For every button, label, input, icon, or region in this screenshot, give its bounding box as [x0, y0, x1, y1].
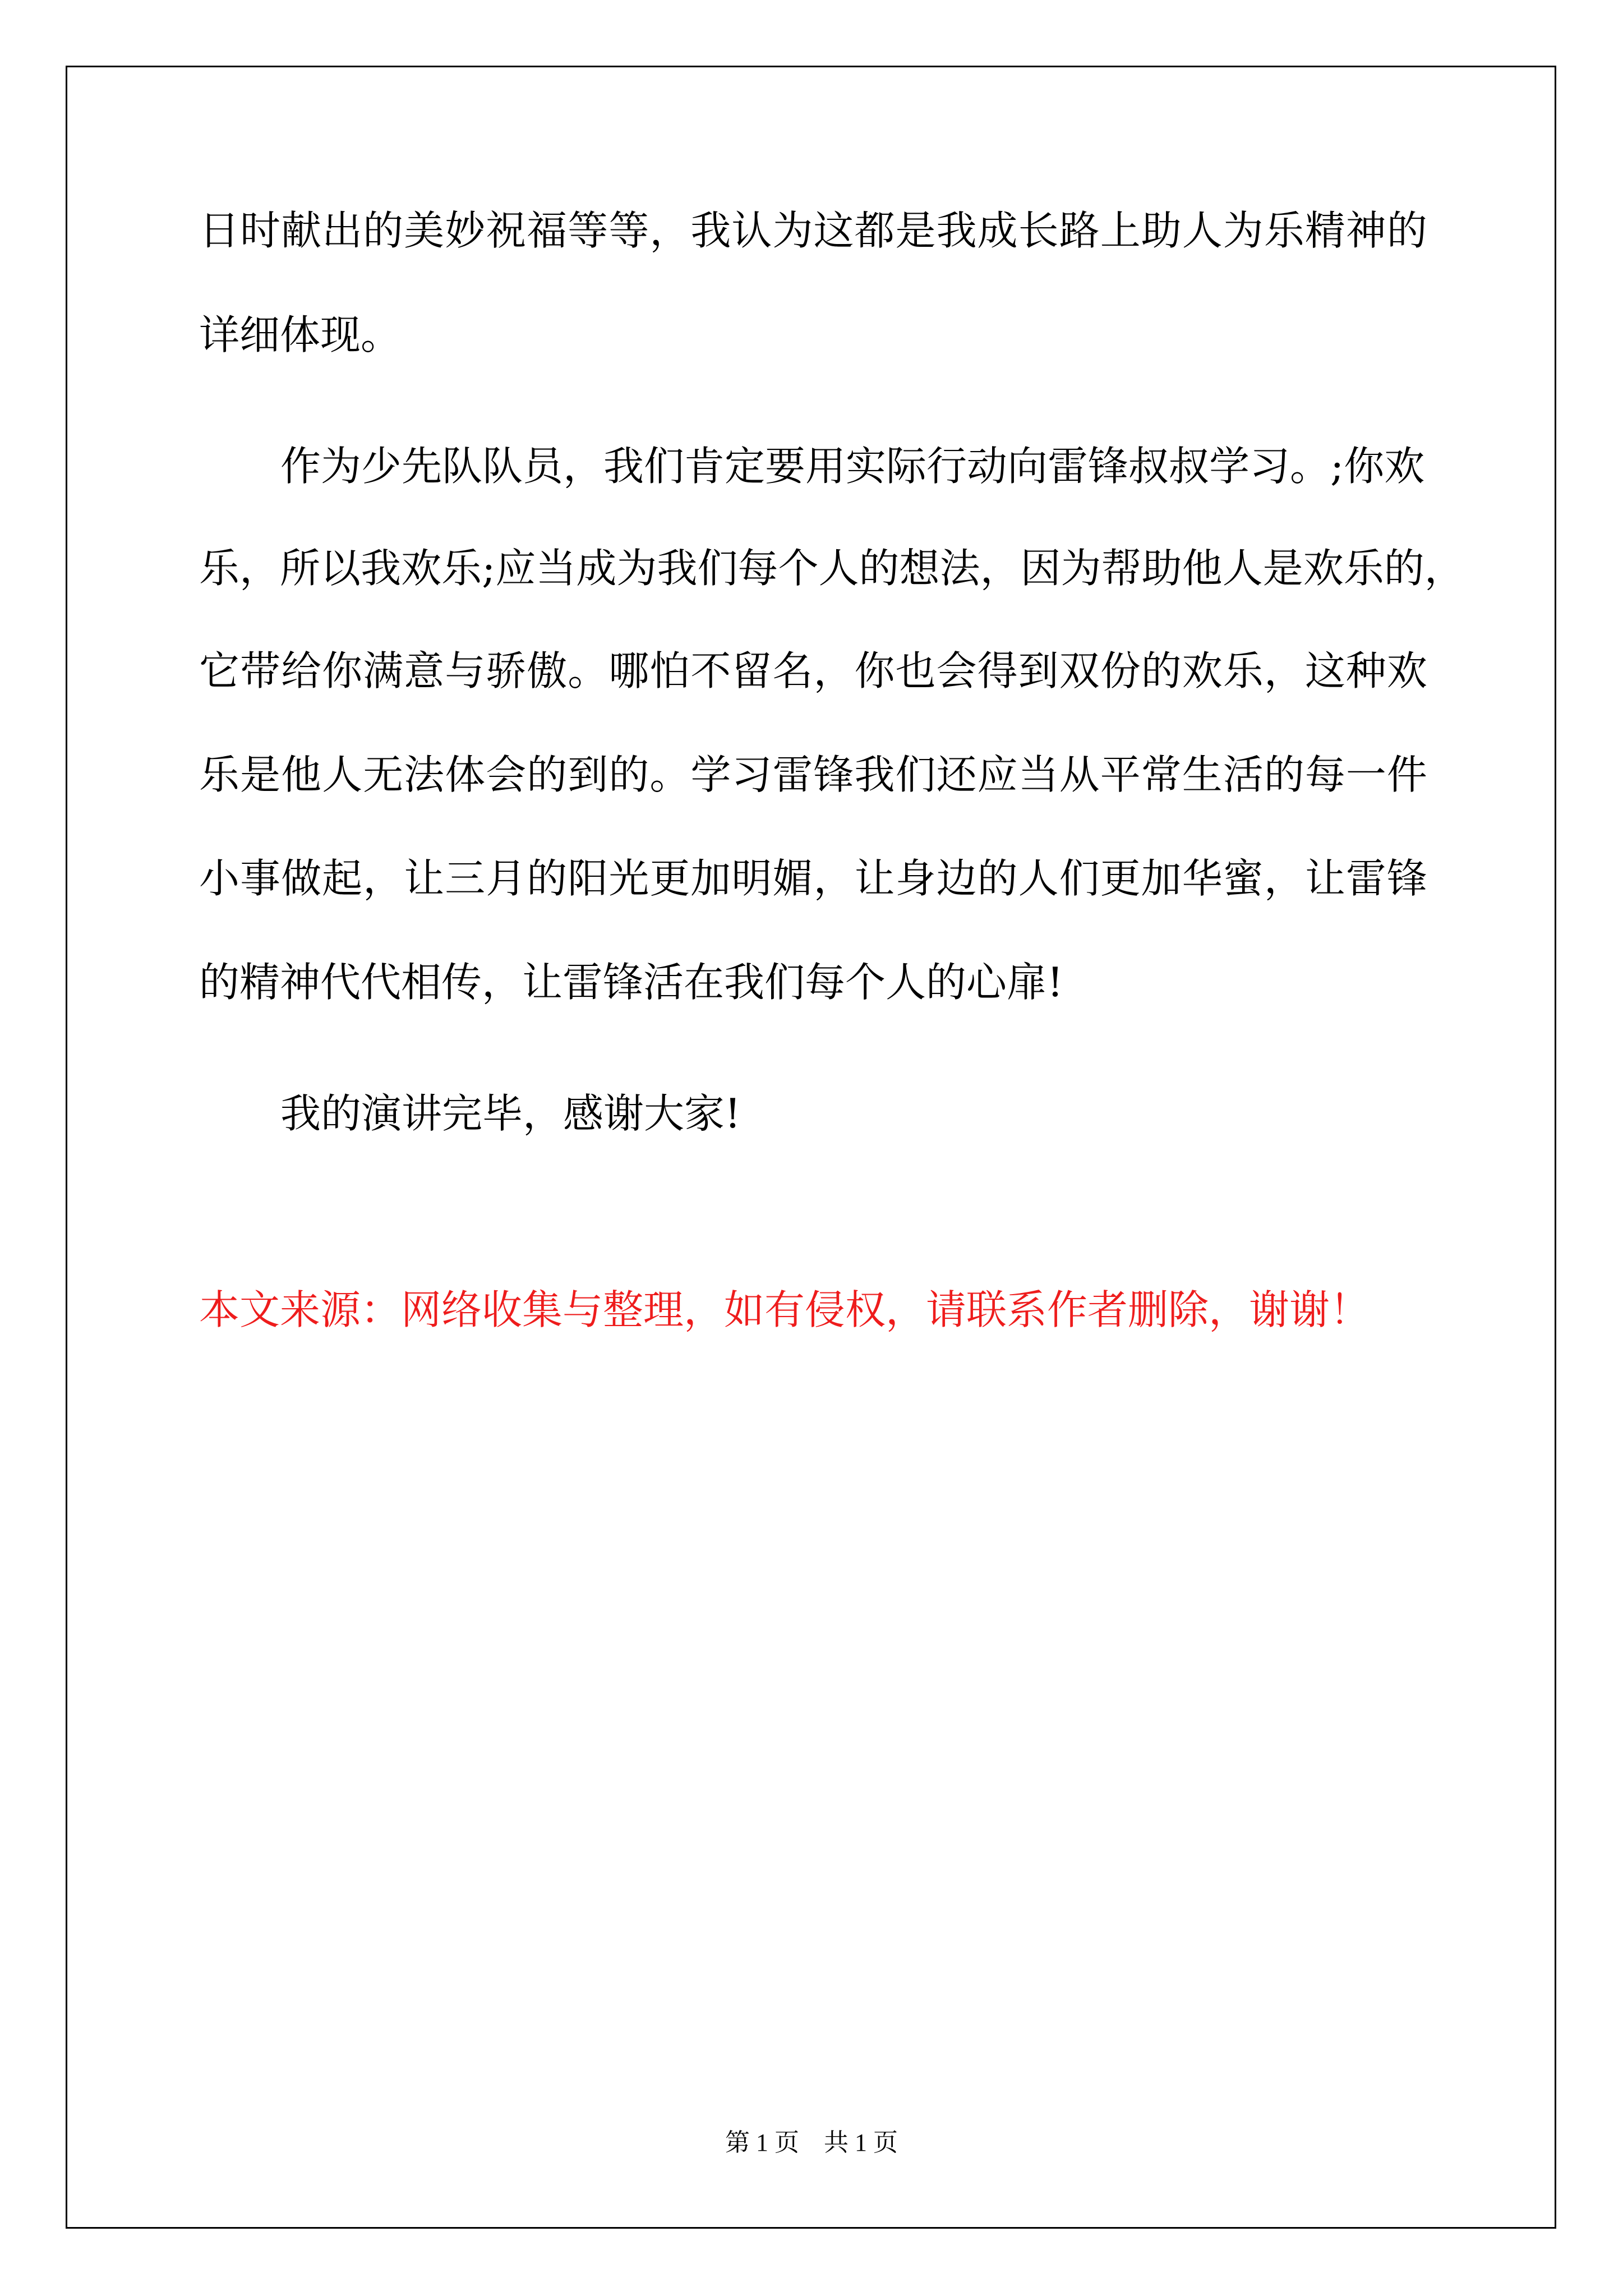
text-line-7: 小 事 做 起 ， 让 三 月 的 阳 光 更 加 明 媚 ， 让 身 边 的 人 们 更 加 华 蜜 ， 让 雷 锋 [199, 855, 1427, 902]
text-line-1: 日 时 献 出 的 美 妙 祝 福 等 等 ， 我 认 为 这 都 是 我 成 长 路 上 助 人 为 乐 精 神 的 [199, 207, 1427, 254]
text-line-2: 详细体现。 [199, 311, 402, 358]
text-line-6: 乐 是 他 人 无 法 体 会 的 到 的 。 学 习 雷 锋 我 们 还 应 当 从 平 常 生 活 的 每 一 件 [199, 751, 1427, 798]
text-line-4: 乐 ， 所 以 我 欢 乐 ; 应 当 成 为 我 们 每 个 人 的 想 法 ， 因 为 帮 助 他 人 是 欢 乐 的 ， [199, 545, 1465, 592]
source-note: 本文来源：网络收集与整理，如有侵权，请联系作者删除，谢谢！ [199, 1286, 1371, 1333]
text-line-8: 的精神代代相传，让雷锋活在我们每个人的心扉! [199, 959, 1063, 1006]
text-line-9: 我的演讲完毕，感谢大家! [280, 1090, 741, 1137]
page-footer: 第 1 页 共 1 页 [725, 2129, 898, 2156]
page-border [66, 66, 1556, 2229]
text-line-3: 作为少先队队员，我们肯定要用实际行动向雷锋叔叔学习。;你欢 [280, 443, 1425, 490]
text-line-5: 它 带 给 你 满 意 与 骄 傲 。 哪 怕 不 留 名 ， 你 也 会 得 到 双 份 的 欢 乐 ， 这 种 欢 [199, 647, 1427, 694]
